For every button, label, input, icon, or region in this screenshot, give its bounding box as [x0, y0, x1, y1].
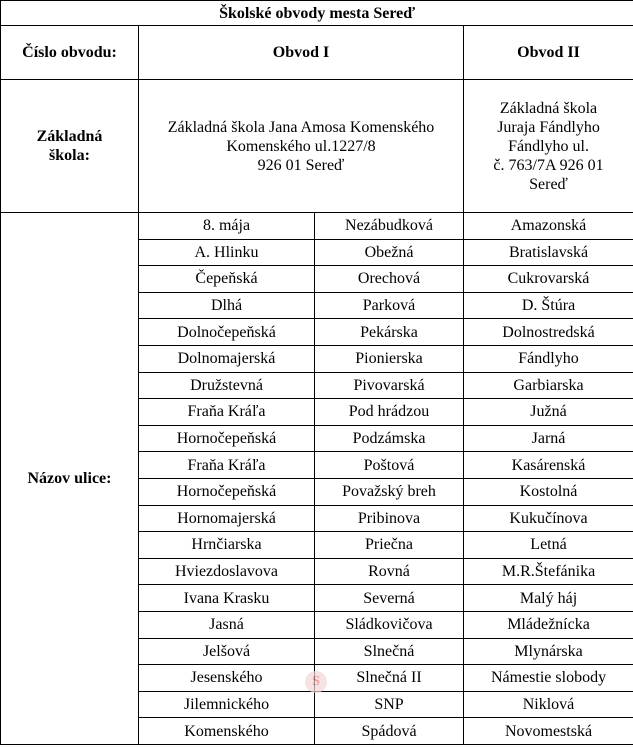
district-2-street: Letná — [464, 532, 633, 559]
district-1-street: Parková — [315, 292, 464, 319]
s-logo-icon: S — [305, 671, 327, 693]
district-1-street: SNP — [315, 691, 464, 718]
district-1-school — [139, 80, 464, 213]
district-1-street: Pribinova — [315, 505, 464, 532]
district-1-street: Hviezdoslavova — [139, 558, 315, 585]
district-2-street: Cukrovarská — [464, 266, 633, 293]
district-2-school-line: Juraja Fándlyho — [497, 118, 600, 136]
table-row — [1, 213, 633, 240]
district-1-street: Sládkovičova — [315, 611, 464, 638]
district-1-street: Pekárska — [315, 319, 464, 346]
district-1-street: Jasná — [139, 611, 315, 638]
district-1-street: Čepeňská — [139, 266, 315, 293]
district-1-street: Jelšová — [139, 638, 315, 665]
district-1-street: Dolnomajerská — [139, 345, 315, 372]
school-label-line: škola: — [49, 147, 90, 164]
district-2-school-line: Fándlyho ul. — [508, 137, 589, 155]
district-1-street: Podzámska — [315, 425, 464, 452]
district-1-street: Fraňa Kráľa — [139, 452, 315, 479]
district-1-street: Jesenského — [139, 665, 315, 692]
district-2-street: Amazonská — [464, 213, 633, 240]
district-2-street: Južná — [464, 399, 633, 426]
school-row — [1, 80, 633, 213]
district-2-street: Niklová — [464, 691, 633, 718]
header-row — [1, 26, 633, 80]
district-2-street: Kostolná — [464, 478, 633, 505]
district-1-street: Dlhá — [139, 292, 315, 319]
district-2-street: Mládežnícka — [464, 611, 633, 638]
district-2-street: Námestie slobody — [464, 665, 633, 692]
title-row — [1, 1, 633, 26]
district-1-street: Hornočepeňská — [139, 425, 315, 452]
district-1-street: Poštová — [315, 452, 464, 479]
district-1-street: Pionierska — [315, 345, 464, 372]
district-1-street: Slnečná II — [315, 665, 464, 692]
district-2-street: Malý háj — [464, 585, 633, 612]
district-2-street: Dolnostredská — [464, 319, 633, 346]
district-2-header: Obvod II — [464, 26, 633, 80]
district-1-street: 8. mája — [139, 213, 315, 240]
district-1-school-line: 926 01 Sereď — [257, 156, 345, 174]
district-2-street: Fándlyho — [464, 345, 633, 372]
district-1-street: Družstevná — [139, 372, 315, 399]
district-2-school — [464, 80, 633, 213]
district-1-street: Dolnočepeňská — [139, 319, 315, 346]
district-2-street: M.R.Štefánika — [464, 558, 633, 585]
district-2-street: Garbiarska — [464, 372, 633, 399]
district-1-street: Považský breh — [315, 478, 464, 505]
table-title: Školské obvody mesta Sereď — [1, 1, 633, 26]
district-1-street: Jilemnického — [139, 691, 315, 718]
school-label — [1, 80, 139, 213]
district-1-street: Hornomajerská — [139, 505, 315, 532]
street-name-label: Názov ulice: — [1, 213, 139, 745]
district-1-street: Hrnčiarska — [139, 532, 315, 559]
district-2-street: Novomestská — [464, 718, 633, 745]
district-1-street: Komenského — [139, 718, 315, 745]
district-2-street: Jarná — [464, 425, 633, 452]
district-number-label: Číslo obvodu: — [1, 26, 139, 80]
district-1-street: Nezábudková — [315, 213, 464, 240]
district-2-street: Mlynárska — [464, 638, 633, 665]
district-1-street: Pivovarská — [315, 372, 464, 399]
district-1-header: Obvod I — [139, 26, 464, 80]
district-2-street: Kukučínova — [464, 505, 633, 532]
district-2-school-line: Sereď — [529, 175, 568, 193]
district-1-street: Spádová — [315, 718, 464, 745]
district-1-school-line: Komenského ul.1227/8 — [226, 137, 376, 155]
district-1-street: Slnečná — [315, 638, 464, 665]
school-label-line: Základná — [36, 128, 103, 145]
district-1-street: Orechová — [315, 266, 464, 293]
district-1-street: Hornočepeňská — [139, 478, 315, 505]
district-2-school-line: Základná škola — [499, 99, 598, 117]
district-1-street: Severná — [315, 585, 464, 612]
district-2-school-line: č. 763/7A 926 01 — [493, 156, 604, 174]
district-1-street: Rovná — [315, 558, 464, 585]
district-1-school-line: Základná škola Jana Amosa Komenského — [167, 118, 435, 136]
district-1-street: A. Hlinku — [139, 239, 315, 266]
district-2-street: Bratislavská — [464, 239, 633, 266]
district-1-street: Ivana Krasku — [139, 585, 315, 612]
district-1-street: Pod hrádzou — [315, 399, 464, 426]
district-1-street: Priečna — [315, 532, 464, 559]
district-1-street: Obežná — [315, 239, 464, 266]
district-2-street: Kasárenská — [464, 452, 633, 479]
district-2-street: D. Štúra — [464, 292, 633, 319]
district-1-street: Fraňa Kráľa — [139, 399, 315, 426]
